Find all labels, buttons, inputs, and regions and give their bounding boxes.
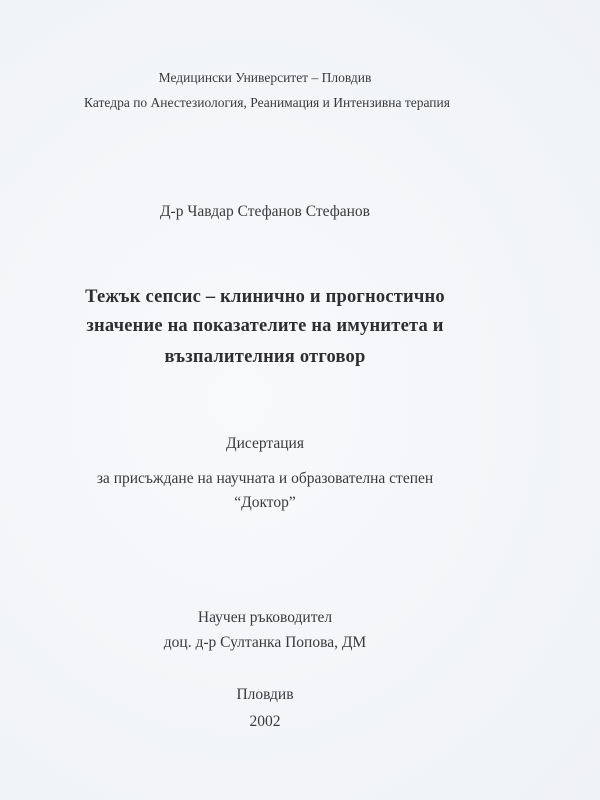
city: Пловдив: [236, 686, 294, 703]
author-name: Д-р Чавдар Стефанов Стефанов: [159, 203, 371, 220]
supervisor-name: доц. д-р Султанка Попова, ДМ: [163, 634, 367, 651]
title-line-1: Тежък сепсис – клинично и прогностично: [85, 287, 445, 307]
supervisor-label: Научен ръководител: [197, 609, 333, 626]
title-line-2: значение на показателите на имунитета и: [86, 316, 444, 336]
year: 2002: [249, 713, 281, 730]
dissertation-purpose: за присъждане на научната и образователна степен: [96, 470, 434, 487]
title-line-3: възпалителния отговор: [164, 347, 366, 367]
department-name: Катедра по Анестезиология, Реанимация и Интензивна терапия: [84, 95, 450, 110]
dissertation-label: Дисертация: [226, 435, 304, 452]
degree-name: “Доктор”: [234, 494, 296, 511]
university-name: Медицински Университет – Пловдив: [158, 70, 372, 85]
